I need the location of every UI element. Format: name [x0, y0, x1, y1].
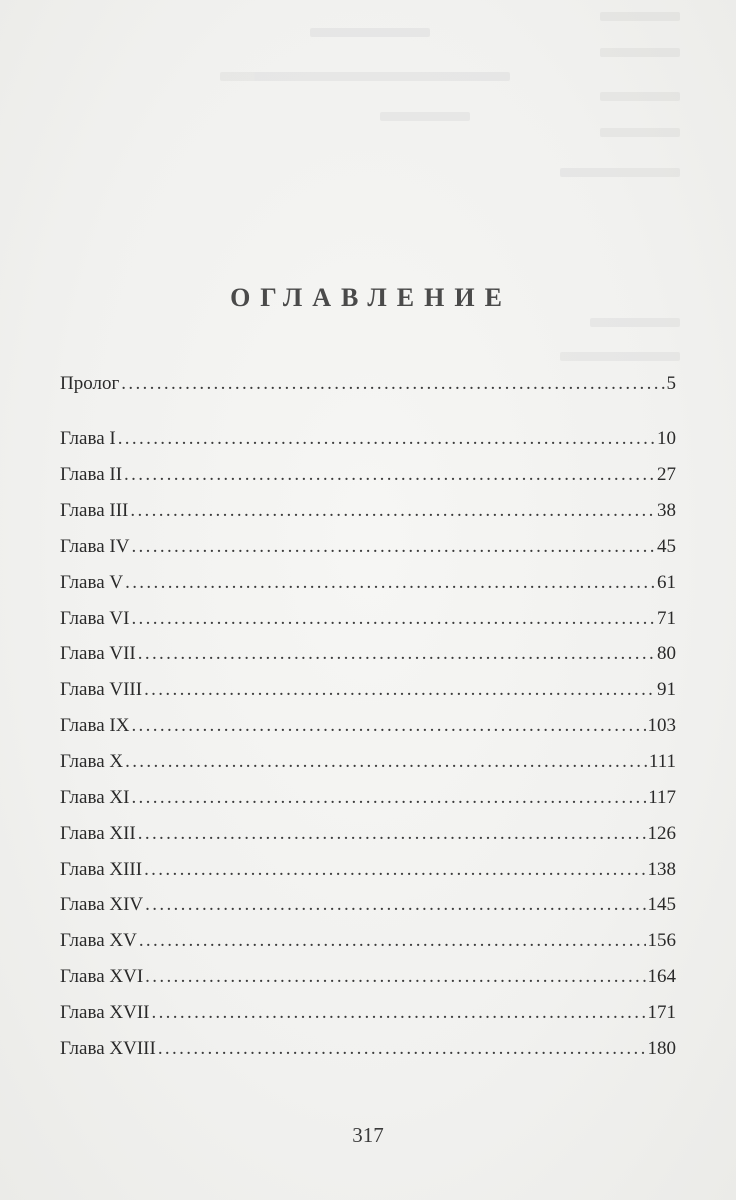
toc-entry-chapter-8[interactable]	[60, 674, 676, 706]
toc-entry-chapter-9[interactable]	[60, 710, 676, 742]
toc-entry-page: 138	[647, 859, 676, 880]
toc-entry-chapter-10[interactable]	[60, 746, 676, 778]
toc-entry-page: 111	[648, 751, 676, 772]
toc-entry-chapter-7[interactable]	[60, 638, 676, 670]
toc-entry-page: 38	[657, 500, 676, 521]
toc-entry-chapter-4[interactable]	[60, 531, 676, 563]
toc-entry-label: Глава VIII	[60, 679, 143, 700]
toc-entry-label: Глава XVI	[60, 966, 144, 987]
toc-entry-page: 164	[647, 966, 676, 987]
toc-entry-chapter-6[interactable]	[60, 603, 676, 635]
dot-leader	[131, 603, 655, 635]
toc-entry-page: 5	[666, 373, 676, 394]
dot-leader	[124, 459, 655, 491]
toc-entry-chapter-14[interactable]	[60, 889, 676, 921]
toc-entry-chapter-2[interactable]	[60, 459, 676, 491]
dot-leader	[158, 1033, 646, 1065]
toc-entry-label: Глава IX	[60, 715, 130, 736]
toc-entry-chapter-18[interactable]	[60, 1033, 676, 1065]
toc-entry-page: 91	[657, 679, 676, 700]
toc-entry-page: 45	[657, 536, 676, 557]
toc-entry-chapter-1[interactable]	[60, 423, 676, 455]
toc-entry-label: Глава XV	[60, 930, 137, 951]
toc-entry-label: Глава III	[60, 500, 129, 521]
toc-entry-page: 126	[647, 823, 676, 844]
dot-leader	[144, 854, 645, 886]
toc-entry-page: 10	[657, 428, 676, 449]
dot-leader	[125, 567, 655, 599]
dot-leader	[139, 925, 646, 957]
toc-entry-label: Глава XII	[60, 823, 136, 844]
toc-entry-chapter-5[interactable]	[60, 567, 676, 599]
toc-entry-label: Глава II	[60, 464, 123, 485]
toc-entry-page: 71	[657, 608, 676, 629]
toc-entry-page: 171	[647, 1002, 676, 1023]
toc-entry-prologue[interactable]	[60, 368, 676, 400]
toc-entry-label: Пролог	[60, 373, 120, 394]
toc-entry-page: 117	[648, 787, 676, 808]
dot-leader	[131, 782, 646, 814]
toc-entry-chapter-12[interactable]	[60, 818, 676, 850]
toc-entry-chapter-3[interactable]	[60, 495, 676, 527]
page-title: ОГЛАВЛЕНИЕ	[230, 283, 512, 312]
dot-leader	[138, 638, 655, 670]
toc-entry-chapter-13[interactable]	[60, 854, 676, 886]
toc-entry-chapter-17[interactable]	[60, 997, 676, 1029]
toc-entry-page: 145	[647, 894, 676, 915]
dot-leader	[138, 818, 646, 850]
toc-entry-label: Глава XIII	[60, 859, 143, 880]
toc-entry-page: 156	[647, 930, 676, 951]
toc-entry-chapter-11[interactable]	[60, 782, 676, 814]
toc-entry-label: Глава XVII	[60, 1002, 150, 1023]
toc-entry-chapter-16[interactable]	[60, 961, 676, 993]
dot-leader	[145, 889, 645, 921]
dot-leader	[151, 997, 645, 1029]
dot-leader	[131, 531, 655, 563]
dot-leader	[121, 368, 664, 400]
toc-entry-chapter-15[interactable]	[60, 925, 676, 957]
toc-entry-page: 180	[647, 1038, 676, 1059]
toc-entry-page: 80	[657, 643, 676, 664]
toc-entry-label: Глава IV	[60, 536, 130, 557]
page-number: 317	[352, 1123, 384, 1147]
toc-entry-page: 27	[657, 464, 676, 485]
toc-entry-label: Глава I	[60, 428, 116, 449]
toc-entry-label: Глава XIV	[60, 894, 144, 915]
toc-entry-label: Глава X	[60, 751, 124, 772]
toc-entry-label: Глава VII	[60, 643, 136, 664]
toc-entry-label: Глава XI	[60, 787, 130, 808]
toc-entry-page: 61	[657, 572, 676, 593]
toc-entry-label: Глава VI	[60, 608, 130, 629]
toc-entry-label: Глава XVIII	[60, 1038, 156, 1059]
dot-leader	[144, 674, 655, 706]
dot-leader	[131, 710, 645, 742]
dot-leader	[118, 423, 655, 455]
dot-leader	[145, 961, 645, 993]
toc-entry-page: 103	[647, 715, 676, 736]
dot-leader	[130, 495, 655, 527]
dot-leader	[125, 746, 647, 778]
toc-entry-label: Глава V	[60, 572, 124, 593]
